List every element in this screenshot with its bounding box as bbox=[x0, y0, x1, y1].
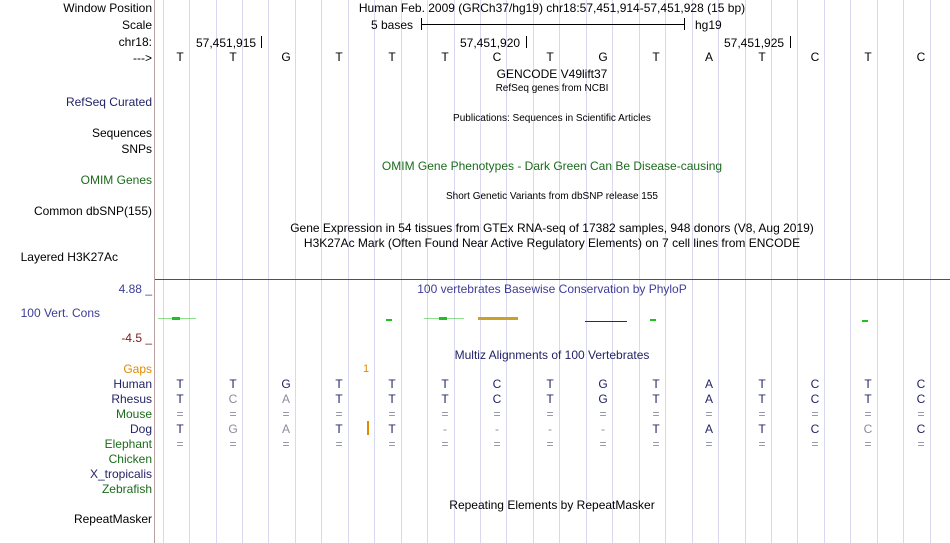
chromosome-label: chr18: bbox=[118, 35, 152, 49]
alignment-base: T bbox=[758, 377, 766, 391]
alignment-base: T bbox=[864, 392, 872, 406]
coordinate-tick bbox=[526, 36, 527, 48]
alignment-base: = bbox=[652, 437, 660, 451]
alignment-base: T bbox=[176, 377, 184, 391]
alignment-base: - bbox=[495, 422, 499, 436]
alignment-base: = bbox=[176, 407, 184, 421]
species-label-human[interactable]: Human bbox=[113, 377, 152, 391]
alignment-base: C bbox=[492, 377, 502, 391]
coordinate-tick bbox=[790, 36, 791, 48]
conservation-mark bbox=[478, 317, 518, 320]
track-desc-multiz[interactable]: Multiz Alignments of 100 Vertebrates bbox=[454, 348, 650, 362]
conservation-mark bbox=[172, 317, 180, 320]
alignment-base: = bbox=[758, 437, 766, 451]
section-separator bbox=[155, 279, 950, 280]
alignment-base: C bbox=[863, 422, 873, 436]
grid-line bbox=[427, 0, 428, 543]
reference-base: T bbox=[176, 50, 184, 64]
alignment-base: C bbox=[810, 422, 820, 436]
alignment-base: T bbox=[652, 422, 660, 436]
grid-line bbox=[930, 0, 931, 543]
alignment-base: = bbox=[441, 407, 449, 421]
grid-line bbox=[321, 0, 322, 543]
conservation-mark bbox=[439, 317, 447, 320]
track-label-vert-cons[interactable]: 100 Vert. Cons bbox=[20, 306, 100, 320]
grid-line bbox=[401, 0, 402, 543]
scale-bar-text: 5 bases bbox=[371, 18, 414, 32]
conservation-mark bbox=[386, 319, 392, 321]
alignment-base: = bbox=[229, 407, 237, 421]
label-divider bbox=[154, 0, 155, 543]
alignment-base: = bbox=[758, 407, 766, 421]
track-label-refseq-curated[interactable]: RefSeq Curated bbox=[65, 95, 152, 109]
reference-base: T bbox=[758, 50, 766, 64]
alignment-base: T bbox=[652, 392, 660, 406]
alignment-base: = bbox=[864, 437, 872, 451]
coordinate-tick-label: 57,451,915 bbox=[196, 36, 257, 50]
alignment-base: = bbox=[282, 407, 290, 421]
coordinate-tick bbox=[261, 36, 262, 48]
alignment-base: = bbox=[546, 437, 554, 451]
alignment-base: = bbox=[864, 407, 872, 421]
alignment-base: A bbox=[281, 422, 290, 436]
alignment-base: T bbox=[864, 377, 872, 391]
conservation-mark bbox=[650, 319, 656, 321]
reference-base: G bbox=[281, 50, 291, 64]
alignment-base: - bbox=[443, 422, 447, 436]
reference-base: T bbox=[441, 50, 449, 64]
scale-bar-left-tick bbox=[421, 18, 422, 30]
alignment-base: = bbox=[599, 437, 607, 451]
alignment-base: T bbox=[229, 377, 237, 391]
coordinate-tick-label: 57,451,920 bbox=[460, 36, 521, 50]
alignment-base: T bbox=[335, 422, 343, 436]
alignment-base: = bbox=[652, 407, 660, 421]
alignment-base: T bbox=[441, 377, 449, 391]
grid-line bbox=[348, 0, 349, 543]
track-desc-gtex[interactable]: Gene Expression in 54 tissues from GTEx RNA-seq of 17382 samples, 948 donors (V8, Aug 2019) bbox=[290, 221, 814, 235]
assembly-text: hg19 bbox=[695, 18, 722, 32]
track-label-snps[interactable]: SNPs bbox=[121, 142, 152, 156]
reference-base: T bbox=[546, 50, 554, 64]
grid-line bbox=[454, 0, 455, 543]
grid-line bbox=[268, 0, 269, 543]
alignment-base: A bbox=[704, 392, 713, 406]
alignment-base: = bbox=[811, 437, 819, 451]
grid-line bbox=[163, 0, 164, 543]
track-desc-gencode[interactable]: GENCODE V49lift37 bbox=[496, 67, 608, 81]
alignment-base: G bbox=[228, 422, 238, 436]
track-label-sequences[interactable]: Sequences bbox=[91, 126, 152, 140]
alignment-base: = bbox=[176, 437, 184, 451]
alignment-base: - bbox=[548, 422, 552, 436]
alignment-base: = bbox=[388, 437, 396, 451]
alignment-base: T bbox=[388, 422, 396, 436]
track-desc-omim-phenotypes[interactable]: OMIM Gene Phenotypes - Dark Green Can Be Disease-causing bbox=[381, 159, 723, 173]
window-position-text: Human Feb. 2009 (GRCh37/hg19) chr18:57,451,914-57,451,928 (15 bp) bbox=[358, 1, 746, 15]
alignment-base: A bbox=[704, 377, 713, 391]
alignment-base: C bbox=[492, 392, 502, 406]
alignment-base: T bbox=[546, 392, 554, 406]
grid-line bbox=[242, 0, 243, 543]
alignment-base: = bbox=[546, 407, 554, 421]
reference-base: G bbox=[598, 50, 608, 64]
grid-line bbox=[718, 0, 719, 543]
grid-line bbox=[216, 0, 217, 543]
species-label-rhesus[interactable]: Rhesus bbox=[111, 392, 152, 406]
reference-base: T bbox=[652, 50, 660, 64]
alignment-base: = bbox=[917, 407, 925, 421]
grid-line bbox=[877, 0, 878, 543]
species-label-elephant[interactable]: Elephant bbox=[104, 437, 152, 451]
gap-count: 1 bbox=[363, 363, 370, 375]
alignment-base: T bbox=[546, 377, 554, 391]
alignment-base: T bbox=[388, 392, 396, 406]
track-desc-dbsnp[interactable]: Short Genetic Variants from dbSNP release 155 bbox=[446, 191, 658, 202]
conservation-mark bbox=[862, 320, 868, 322]
scale-bar-right-tick bbox=[684, 18, 685, 30]
alignment-base: T bbox=[388, 377, 396, 391]
grid-line bbox=[480, 0, 481, 543]
grid-line bbox=[850, 0, 851, 543]
alignment-base: T bbox=[441, 392, 449, 406]
reference-base: C bbox=[916, 50, 926, 64]
track-desc-publications[interactable]: Publications: Sequences in Scientific Articles bbox=[453, 113, 651, 124]
alignment-base: C bbox=[916, 422, 926, 436]
species-label-dog[interactable]: Dog bbox=[129, 422, 152, 436]
alignment-base: C bbox=[810, 392, 820, 406]
alignment-base: = bbox=[599, 407, 607, 421]
track-label-gaps[interactable]: Gaps bbox=[123, 362, 152, 376]
alignment-base: = bbox=[441, 437, 449, 451]
window-position-label: Window Position bbox=[63, 1, 152, 15]
alignment-base: T bbox=[652, 377, 660, 391]
alignment-base: = bbox=[493, 407, 501, 421]
grid-line bbox=[665, 0, 666, 543]
reference-base: T bbox=[335, 50, 343, 64]
track-label-omim-genes[interactable]: OMIM Genes bbox=[80, 173, 152, 187]
coordinate-tick-label: 57,451,925 bbox=[724, 36, 785, 50]
alignment-base: A bbox=[704, 422, 713, 436]
grid-line bbox=[797, 0, 798, 543]
reference-base: C bbox=[492, 50, 502, 64]
alignment-base: = bbox=[335, 437, 343, 451]
track-label-common-dbsnp[interactable]: Common dbSNP(155) bbox=[33, 204, 152, 218]
alignment-base: C bbox=[810, 377, 820, 391]
track-desc-repeatmasker[interactable]: Repeating Elements by RepeatMasker bbox=[449, 498, 655, 512]
scale-label: Scale bbox=[121, 18, 152, 32]
conservation-mark bbox=[585, 321, 627, 322]
alignment-base: T bbox=[335, 392, 343, 406]
reference-base: T bbox=[864, 50, 872, 64]
alignment-base: = bbox=[705, 407, 713, 421]
grid-line bbox=[824, 0, 825, 543]
alignment-base: C bbox=[228, 392, 238, 406]
track-desc-refseq[interactable]: RefSeq genes from NCBI bbox=[495, 83, 609, 94]
reference-base: A bbox=[704, 50, 713, 64]
reference-base: T bbox=[229, 50, 237, 64]
scale-min-label: -4.5 _ bbox=[121, 331, 152, 345]
grid-line bbox=[903, 0, 904, 543]
alignment-base: G bbox=[598, 377, 608, 391]
grid-line bbox=[771, 0, 772, 543]
alignment-base: A bbox=[281, 392, 290, 406]
reference-base: C bbox=[810, 50, 820, 64]
species-label-chicken[interactable]: Chicken bbox=[108, 452, 152, 466]
alignment-base: = bbox=[282, 437, 290, 451]
alignment-base: = bbox=[705, 437, 713, 451]
alignment-base: T bbox=[176, 422, 184, 436]
alignment-base: = bbox=[229, 437, 237, 451]
alignment-base: T bbox=[758, 422, 766, 436]
alignment-base: = bbox=[811, 407, 819, 421]
gap-marker bbox=[367, 421, 369, 435]
grid-line bbox=[295, 0, 296, 543]
track-label-repeatmasker[interactable]: RepeatMasker bbox=[73, 512, 152, 526]
species-label-mouse[interactable]: Mouse bbox=[115, 407, 152, 421]
track-desc-phylop[interactable]: 100 vertebrates Basewise Conservation by PhyloP bbox=[417, 282, 687, 296]
alignment-base: C bbox=[916, 392, 926, 406]
alignment-base: = bbox=[335, 407, 343, 421]
alignment-base: G bbox=[598, 392, 608, 406]
alignment-base: = bbox=[917, 437, 925, 451]
scale-max-label: 4.88 _ bbox=[118, 282, 152, 296]
alignment-base: = bbox=[493, 437, 501, 451]
species-label-x_tropicalis[interactable]: X_tropicalis bbox=[89, 467, 152, 481]
grid-line bbox=[745, 0, 746, 543]
strand-label[interactable]: ---> bbox=[133, 51, 152, 65]
alignment-base: T bbox=[335, 377, 343, 391]
track-desc-h3k27ac[interactable]: H3K27Ac Mark (Often Found Near Active Regulatory Elements) on 7 cell lines from ENCODE bbox=[303, 236, 801, 250]
alignment-base: G bbox=[281, 377, 291, 391]
grid-line bbox=[612, 0, 613, 543]
alignment-base: T bbox=[176, 392, 184, 406]
alignment-base: = bbox=[388, 407, 396, 421]
grid-line bbox=[189, 0, 190, 543]
alignment-base: T bbox=[758, 392, 766, 406]
grid-line bbox=[692, 0, 693, 543]
grid-line bbox=[374, 0, 375, 543]
track-label-layered-h3k27ac[interactable]: Layered H3K27Ac bbox=[20, 250, 118, 264]
scale-bar bbox=[421, 24, 684, 25]
grid-line bbox=[639, 0, 640, 543]
species-label-zebrafish[interactable]: Zebrafish bbox=[101, 482, 152, 496]
alignment-base: - bbox=[601, 422, 605, 436]
alignment-base: C bbox=[916, 377, 926, 391]
reference-base: T bbox=[388, 50, 396, 64]
